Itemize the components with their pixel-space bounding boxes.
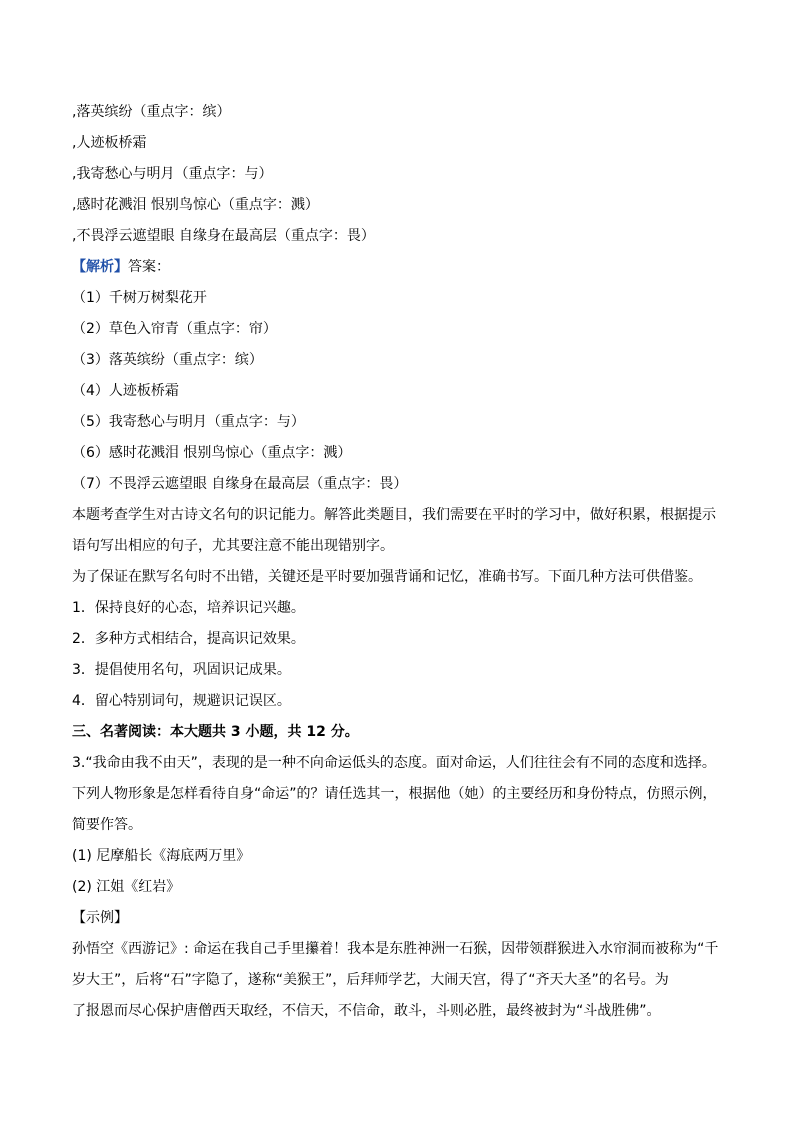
question-3-line-3: 简要作答。 [72, 817, 142, 833]
section-3-heading: 三、名著阅读：本大题共 3 小题，共 12 分。 [72, 724, 359, 740]
answer-line-3: ,我寄愁心与明月（重点字：与） [72, 166, 273, 182]
analysis-item-4: （4）人迹板桥霜 [72, 383, 179, 399]
tip-4: 4．留心特别词句，规避识记误区。 [72, 693, 291, 709]
analysis-lead: 答案： [128, 259, 170, 275]
tip-3: 3．提倡使用名句，巩固识记成果。 [72, 662, 291, 678]
analysis-paragraph-1-line-2: 语句写出相应的句子，尤其要注意不能出现错别字。 [72, 538, 394, 554]
answer-line-2: ,人迹板桥霜 [72, 135, 147, 151]
analysis-item-7: （7）不畏浮云遮望眼 自缘身在最高层（重点字：畏） [72, 476, 408, 492]
example-label: 【示例】 [72, 910, 128, 926]
analysis-label: 【解析】 [72, 259, 128, 275]
option-1: (1) 尼摩船长《海底两万里》 [72, 848, 251, 864]
example-line-1: 孙悟空《西游记》: 命运在我自己手里攥着！我本是东胜神洲一石猴，因带领群猴进入水帘洞而被称为“千 [72, 941, 719, 957]
option-2: (2) 江姐《红岩》 [72, 879, 181, 895]
answer-line-1: ,落英缤纷（重点字：缤） [72, 104, 231, 120]
answer-line-5: ,不畏浮云遮望眼 自缘身在最高层（重点字：畏） [72, 228, 375, 244]
analysis-item-5: （5）我寄愁心与明月（重点字：与） [72, 414, 305, 430]
analysis-paragraph-2: 为了保证在默写名句时不出错，关键还是平时要加强背诵和记忆，准确书写。下面几种方法可供借鉴。 [72, 569, 702, 585]
tip-1: 1．保持良好的心态，培养识记兴趣。 [72, 600, 305, 616]
document-page [72, 97, 732, 1027]
tip-2: 2．多种方式相结合，提高识记效果。 [72, 631, 305, 647]
question-3-line-2: 下列人物形象是怎样看待自身“命运”的？请任选其一，根据他（她）的主要经历和身份特点，仿照示例， [72, 786, 717, 802]
analysis-item-6: （6）感时花溅泪 恨别鸟惊心（重点字：溅） [72, 445, 352, 461]
analysis-item-2: （2）草色入帘青（重点字：帘） [72, 321, 277, 337]
question-3-line-1: 3.“我命由我不由天”，表现的是一种不向命运低头的态度。面对命运，人们往往会有不同的态度和选择。 [72, 755, 716, 771]
analysis-header [72, 252, 732, 283]
analysis-item-3: （3）落英缤纷（重点字：缤） [72, 352, 263, 368]
analysis-item-1: （1）千树万树梨花开 [72, 290, 207, 306]
analysis-paragraph-1-line-1: 本题考查学生对古诗文名句的识记能力。解答此类题目，我们需要在平时的学习中，做好积累，根据提示 [72, 507, 716, 523]
example-line-2: 岁大王”，后将“石”字隐了，遂称“美猴王”，后拜师学艺，大闹天宫，得了“齐天大圣”的名号。为 [72, 972, 669, 988]
answer-line-4: ,感时花溅泪 恨别鸟惊心（重点字：溅） [72, 197, 319, 213]
example-line-3: 了报恩而尽心保护唐僧西天取经，不信天，不信命，敢斗，斗则必胜，最终被封为“斗战胜佛”。 [72, 1003, 661, 1019]
